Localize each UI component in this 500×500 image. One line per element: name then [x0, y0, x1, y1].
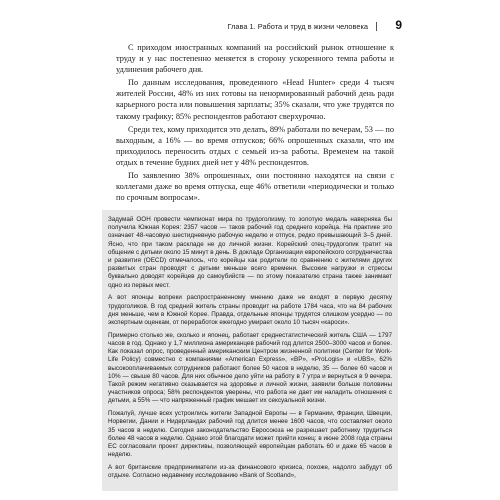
sidebar-box	[102, 210, 398, 491]
running-header	[228, 22, 385, 31]
paragraph: По заявлению 38% опрошенных, они постоянно находятся на связи с коллегами даже во время отпуска, еще 46% ответили «периодически и только по срочным вопросам».	[116, 171, 394, 203]
box-paragraph: Задумай ООН провести чемпионат мира по трудоголизму, то золотую медаль наверняка бы получила Южная Корея: 2357 часов — таков рабочий год среднего корейца. На практике это означает 48-часовую шестидневную рабочую неделю и отпуск, редко превышающий 3–5 дней. Ясно, что при таком раскладе не до личной жизни. Корейский отец-трудоголик тратит на общение с детьми около 15 минут в день. В докладе Организации европейского сотрудничества и развития (OECD) отмечалось, что корейцы как родители по сравнению с жителями других развитых стран проводят с детьми меньше всего времени. Высокие нагрузки и стрессы буквально доводят корейцев до самоубийств — по этому показателю страна также занимает одно из первых мест.	[108, 216, 392, 289]
box-paragraph: Примерно столько же, сколько и японец, работает среднестатистический житель США — 1797 часов в год. Однако у 1,7 миллиона американцев рабочий год длится 2500–3000 часов и более. Как показал опрос, проведенный американским Центром жизненной политики (Center for Work-Life Policy) совместно с компаниями «American Express», «BP», «ProLogis» и «UBS», 62% высокооплачиваемых сотрудников работают более 50 часов в неделю, 35 — более 60 часов и 10% — свыше 80 часов. Для них обычное дело уйти на работу в 7 утра и вернуться в 9 вечера. Такой режим негативно сказывается на здоровье и личной жизни, заявили больше половины участников опроса; 58% респондентов уверены, что работа не дает им наладить отношения с детьми, а 55% — что напряженный график мешает их сексуальной жизни.	[108, 331, 392, 405]
box-paragraph: А вот британские предприниматели из-за финансового кризиса, похоже, надолго забудут об отдыхе. Согласно недавнему исследованию «Bank of Scotland»,	[108, 464, 392, 480]
box-paragraph: А вот японцы вопреки распространенному мнению даже не входят в первую десятку трудоголиков. В год средний житель страны проводит на работе 1784 часа, что на 84 рабочих дня меньше, чем в Южной Корее. Правда, отдельные японцы трудятся слишком усердно — по экспертным оценкам, от переработок ежегодно умирает около 10 тысяч «кароси».	[108, 294, 392, 327]
chapter-title: Глава 1. Работа и труд в жизни человека	[227, 22, 368, 31]
paragraph: По данным исследования, проведенного «Head Hunter» среди 4 тысяч жителей России, 48% из них готовы на ненормированный рабочий день ради карьерного роста или повышения зарплаты; 35% сказали, что уже трудятся по такому графику; 85% респондентов работают сверхурочно.	[116, 78, 394, 121]
sidebar-box-text	[108, 216, 392, 485]
paragraph: Среди тех, кому приходится это делать, 89% работали по вечерам, 53 — по выходным, а 16% — во время отпусков; 66% опрошенных сказали, что им приходилось переносить отдых с семьей из-за работы. Временем на такой отдых в течение будних дней нет у 48% респондентов.	[116, 124, 394, 167]
page-number: 9	[395, 18, 402, 32]
header-divider	[376, 22, 377, 31]
paragraph: С приходом иностранных компаний на российский рынок отношение к труду и у нас постепенно меняется в сторону ускоренного темпа работы и удлинения рабочего дня.	[116, 43, 394, 75]
main-text	[116, 42, 394, 205]
box-paragraph: Пожалуй, лучше всех устроились жители Западной Европы — в Германии, Франции, Швеции, Норвегии, Дании и Нидерландах рабочий год длится менее 1600 часов, что составляет около 35 часов в неделю. Сегодня законодательство Евросоюза не разрешает работнику трудиться более 48 часов в неделю. Однако этой благодати может прийти конец: в июне 2008 года страны ЕС согласовали проект директивы, позволяющей европейцам работать 60 и даже 65 часов в неделю.	[108, 410, 392, 459]
